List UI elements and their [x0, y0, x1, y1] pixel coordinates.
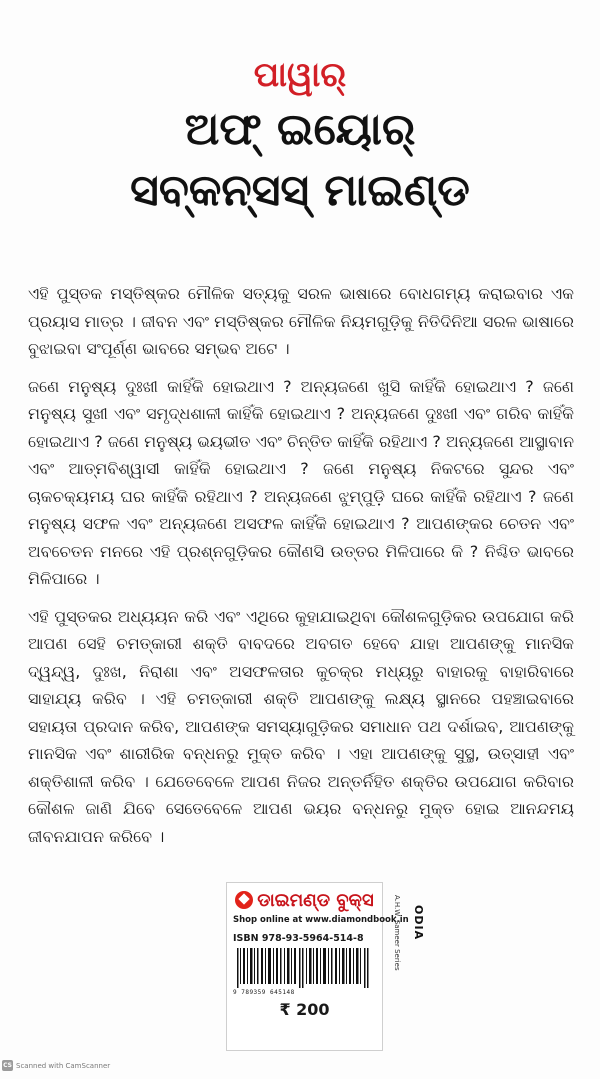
publisher-logo	[233, 887, 376, 913]
diamond-logo-icon	[235, 891, 253, 909]
title-line-1: ପାୱାର୍	[253, 55, 347, 95]
language-label: ODIA	[412, 905, 425, 941]
blurb-paragraph-2: ଜଣେ ମନୁଷ୍ୟ ଦୁଃଖୀ କାହିଁକି ହୋଇଥାଏ ? ଅନ୍ୟଜଣେ ଖୁସି କାହିଁକି ହୋଇଥାଏ ? ଜଣେ ମନୁଷ୍ୟ ସୁଖୀ ଏବଂ ସମୃଦ୍ଧଶାଳୀ କାହିଁକି ହୋଇଥାଏ ? ଅନ୍ୟଜଣେ ଦୁଃଖୀ ଏବଂ ଗରିବ କାହିଁକି ହୋଇଥାଏ ? ଜଣେ ମନୁଷ୍ୟ ଭୟଭୀତ ଏବଂ ଚିନ୍ତିତ କାହିଁକି ରହିଥାଏ ? ଅନ୍ୟଜଣେ ଆସ୍ଥାବାନ ଏବଂ ଆତ୍ମବିଶ୍ୱାସୀ କାହିଁକି ହୋଇଥାଏ ? ଜଣେ ମନୁଷ୍ୟ ନିକଟରେ ସୁନ୍ଦର ଏବଂ ଚାକଚକ୍ୟମୟ ଘର କାହିଁକି ରହିଥାଏ ? ଅନ୍ୟଜଣେ ଝୁମ୍ପୁଡ଼ି ଘରେ କାହିଁକି ରହିଥାଏ ? ଜଣେ ମନୁଷ୍ୟ ସଫଳ ଏବଂ ଅନ୍ୟଜଣେ ଅସଫଳ କାହିଁକି ହୋଇଥାଏ ? ଆପଣଙ୍କର ଚେତନ ଏବଂ ଅବଚେତନ ମନରେ ଏହି ପ୍ରଶ୍ନଗୁଡ଼ିକର କୌଣସି ଉତ୍ତର ମିଳିପାରେ କି ? ନିଶ୍ଚିତ ଭାବରେ ମିଳିପାରେ ।	[28, 376, 574, 588]
publisher-name: ଡାଇମଣ୍ଡ ବୁକ୍ସ	[257, 889, 374, 911]
barcode-digits: 9 789359 645148	[233, 989, 295, 996]
book-title	[0, 55, 600, 217]
shop-online-text: Shop online at www.diamondbook.in	[233, 915, 409, 925]
blurb-paragraph-3: ଏହି ପୁସ୍ତକର ଅଧ୍ୟୟନ କରି ଏବଂ ଏଥିରେ କୁହାଯାଇଥିବା କୌଶଳଗୁଡ଼ିକର ଉପଯୋଗ କରି ଆପଣ ସେହି ଚମତ୍କାରୀ ଶକ୍ତି ବାବଦରେ ଅବଗତ ହେବେ ଯାହା ଆପଣଙ୍କୁ ମାନସିକ ଦ୍ୱନ୍ଦ୍ୱ, ଦୁଃଖ, ନିରାଶା ଏବଂ ଅସଫଳତାର କୁଚକ୍ର ମଧ୍ୟରୁ ବାହାରକୁ ବାହାରିବାରେ ସାହାଯ୍ୟ କରିବ । ଏହି ଚମତ୍କାରୀ ଶକ୍ତି ଆପଣଙ୍କୁ ଲକ୍ଷ୍ୟ ସ୍ଥାନରେ ପହଞ୍ଚାଇବାରେ ସହାୟତା ପ୍ରଦାନ କରିବ, ଆପଣଙ୍କ ସମସ୍ୟାଗୁଡ଼ିକର ସମାଧାନ ପଥ ଦର୍ଶାଇବ, ଆପଣଙ୍କୁ ମାନସିକ ଏବଂ ଶାରୀରିକ ବନ୍ଧନରୁ ମୁକ୍ତ କରିବ । ଏହା ଆପଣଙ୍କୁ ସୁସ୍ଥ, ଉତ୍ସାହୀ ଏବଂ ଶକ୍ତିଶାଳୀ କରିବ । ଯେତେବେଳେ ଆପଣ ନିଜର ଅନ୍ତର୍ନିହିତ ଶକ୍ତିର ଉପଯୋଗ କରିବାର କୌଶଳ ଜାଣି ଯିବେ ସେତେବେଳେ ଆପଣ ଭୟର ବନ୍ଧନରୁ ମୁକ୍ତ ହୋଇ ଆନନ୍ଦମୟ ଜୀବନଯାପନ କରିବେ ।	[28, 606, 574, 846]
isbn-text: ISBN 978-93-5964-514-8	[233, 933, 364, 944]
title-line-3: ସବ୍‌କନ୍‌ସସ୍ ମାଇଣ୍ଡ	[130, 164, 470, 216]
barcode-icon	[233, 948, 376, 988]
blurb	[28, 280, 574, 860]
price: ₹ 200	[279, 1000, 330, 1019]
watermark-text: Scanned with CamScanner	[16, 1061, 111, 1070]
title-line-2: ଅଫ୍ ଇୟୋର୍	[184, 103, 416, 155]
camscanner-watermark	[2, 1060, 110, 1071]
series-name: A.H.W. Sameer Series	[393, 895, 401, 971]
blurb-paragraph-1: ଏହି ପୁସ୍ତକ ମସ୍ତିଷ୍କର ମୌଳିକ ସତ୍ୟକୁ ସରଳ ଭାଷାରେ ବୋଧଗମ୍ୟ କରାଇବାର ଏକ ପ୍ରୟାସ ମାତ୍ର । ଜୀବନ ଏବଂ ମସ୍ତିଷ୍କର ମୌଳିକ ନିୟମଗୁଡ଼ିକୁ ନିତିଦିନିଆ ସରଳ ଭାଷାରେ ବୁଝାଇବା ସଂପୂର୍ଣ୍ଣ ଭାବରେ ସମ୍ଭବ ଅଟେ ।	[28, 284, 574, 358]
camscanner-icon: CS	[3, 1062, 12, 1069]
